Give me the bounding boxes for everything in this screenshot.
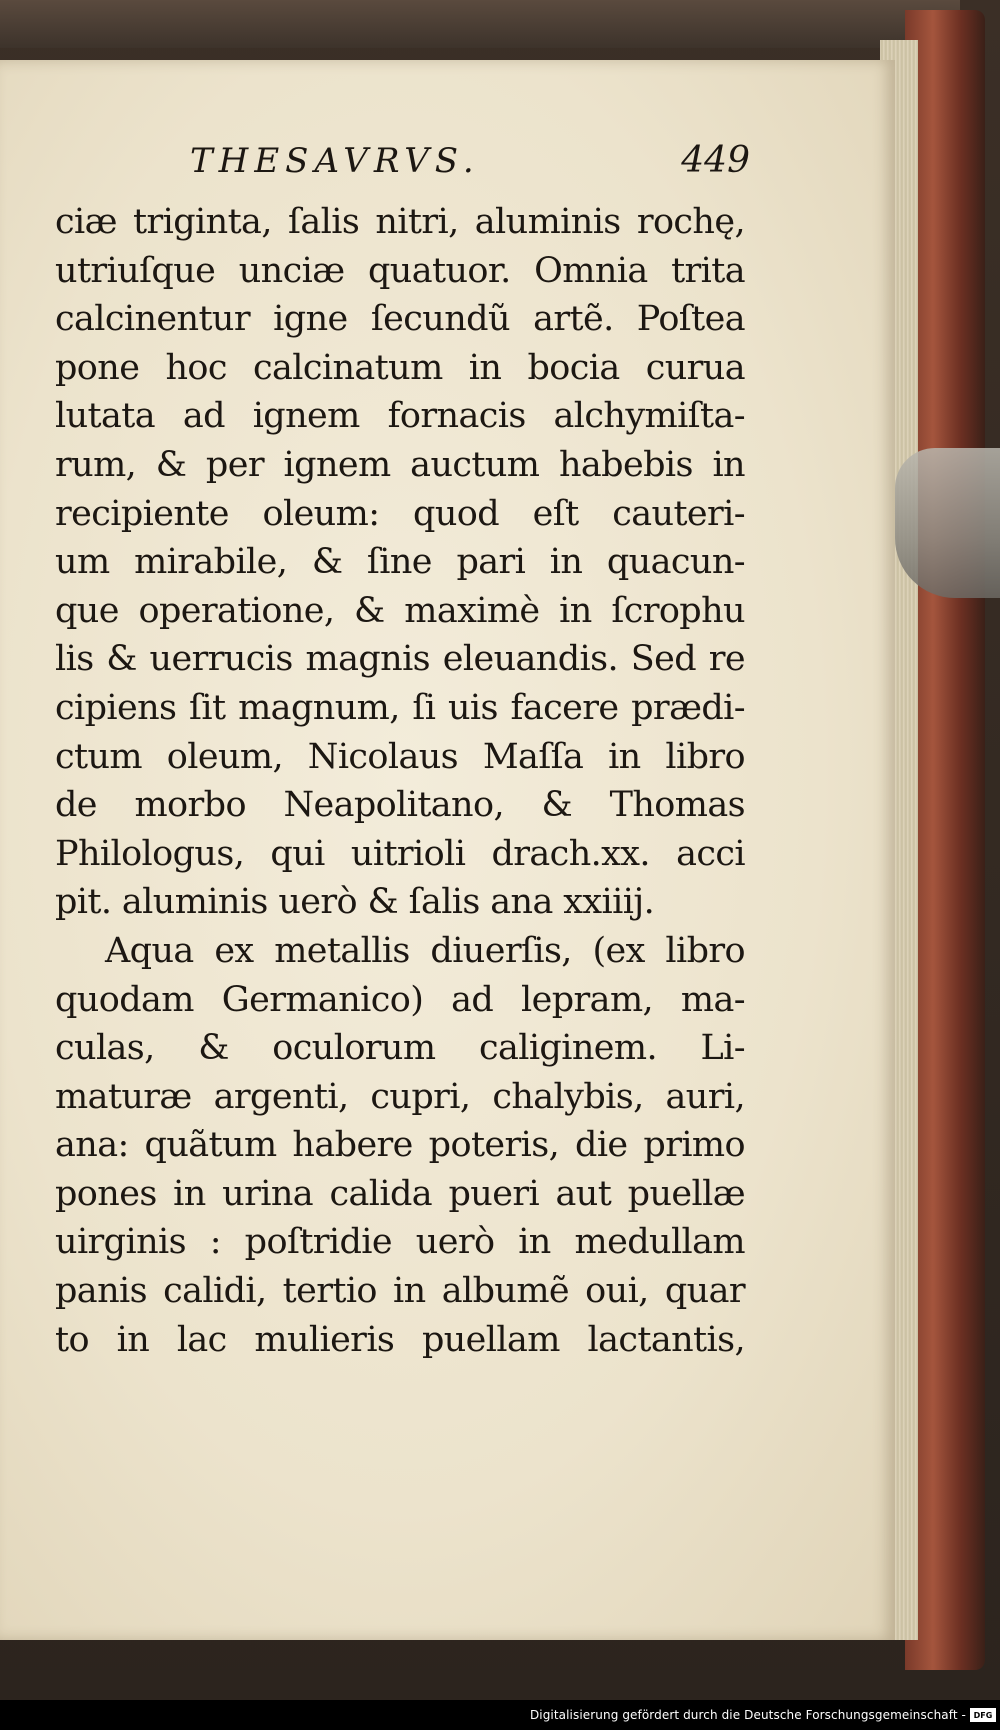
text-line: ana: quãtum habere poteris, die primo <box>55 1125 745 1166</box>
footer-credit: Digitalisierung gefördert durch die Deutsche Forschungsgemeinschaft - <box>529 1708 966 1722</box>
text-line: quodam Germanico) ad lepram, ma- <box>55 979 745 1020</box>
text-line: maturæ argenti, cupri, chalybis, auri, <box>55 1076 745 1117</box>
text-line: Aqua ex metallis diuerſis, (ex libro <box>105 930 745 971</box>
text-line: ctum oleum, Nicolaus Maſſa in libro <box>55 736 745 777</box>
page-header <box>190 140 750 190</box>
text-line: lutata ad ignem fornacis alchymiſta- <box>55 396 745 437</box>
body-text <box>55 198 745 1364</box>
text-line: pones in urina calida pueri aut puellæ <box>55 1173 745 1214</box>
text-line: pone hoc calcinatum in bocia curua <box>55 347 745 388</box>
running-title: THESAVRVS. <box>190 141 480 181</box>
book-cover-top-edge <box>0 0 960 48</box>
text-line: de morbo Neapolitano, & Thomas <box>55 785 745 826</box>
page-number: 449 <box>681 140 750 181</box>
text-line: Philologus, qui uitrioli drach.xx. acci <box>55 833 745 874</box>
text-line: ciæ triginta, ſalis nitri, aluminis rochę, <box>55 202 745 242</box>
text-line: culas, & oculorum caliginem. Li- <box>55 1028 745 1069</box>
text-line: to in lac mulieris puellam lactantis, <box>55 1319 745 1360</box>
text-line: pit. aluminis uerò & ſalis ana xxiiij. <box>55 882 655 923</box>
dfg-logo-icon: DFG <box>970 1708 996 1722</box>
text-line: cipiens ſit magnum, ſi uis facere prædi- <box>55 687 745 728</box>
text-line: rum, & per ignem auctum habebis in <box>55 444 745 485</box>
page-clip <box>895 448 1000 598</box>
text-line: lis & uerrucis magnis eleuandis. Sed re <box>55 639 745 680</box>
text-line: uirginis : poſtridie uerò in medullam <box>55 1222 745 1263</box>
text-line: que operatione, & maximè in ſcrophu <box>55 590 745 631</box>
text-line: um mirabile, & ſine pari in quacun- <box>55 542 745 583</box>
text-line: panis calidi, tertio in albumẽ oui, quar <box>55 1271 745 1312</box>
text-line: calcinentur igne ſecundũ artẽ. Poſtea <box>55 299 745 340</box>
footer-bar <box>0 1700 1000 1730</box>
text-line: recipiente oleum: quod eſt cauteri- <box>55 493 745 534</box>
text-line: utriuſque unciæ quatuor. Omnia trita <box>55 250 745 291</box>
